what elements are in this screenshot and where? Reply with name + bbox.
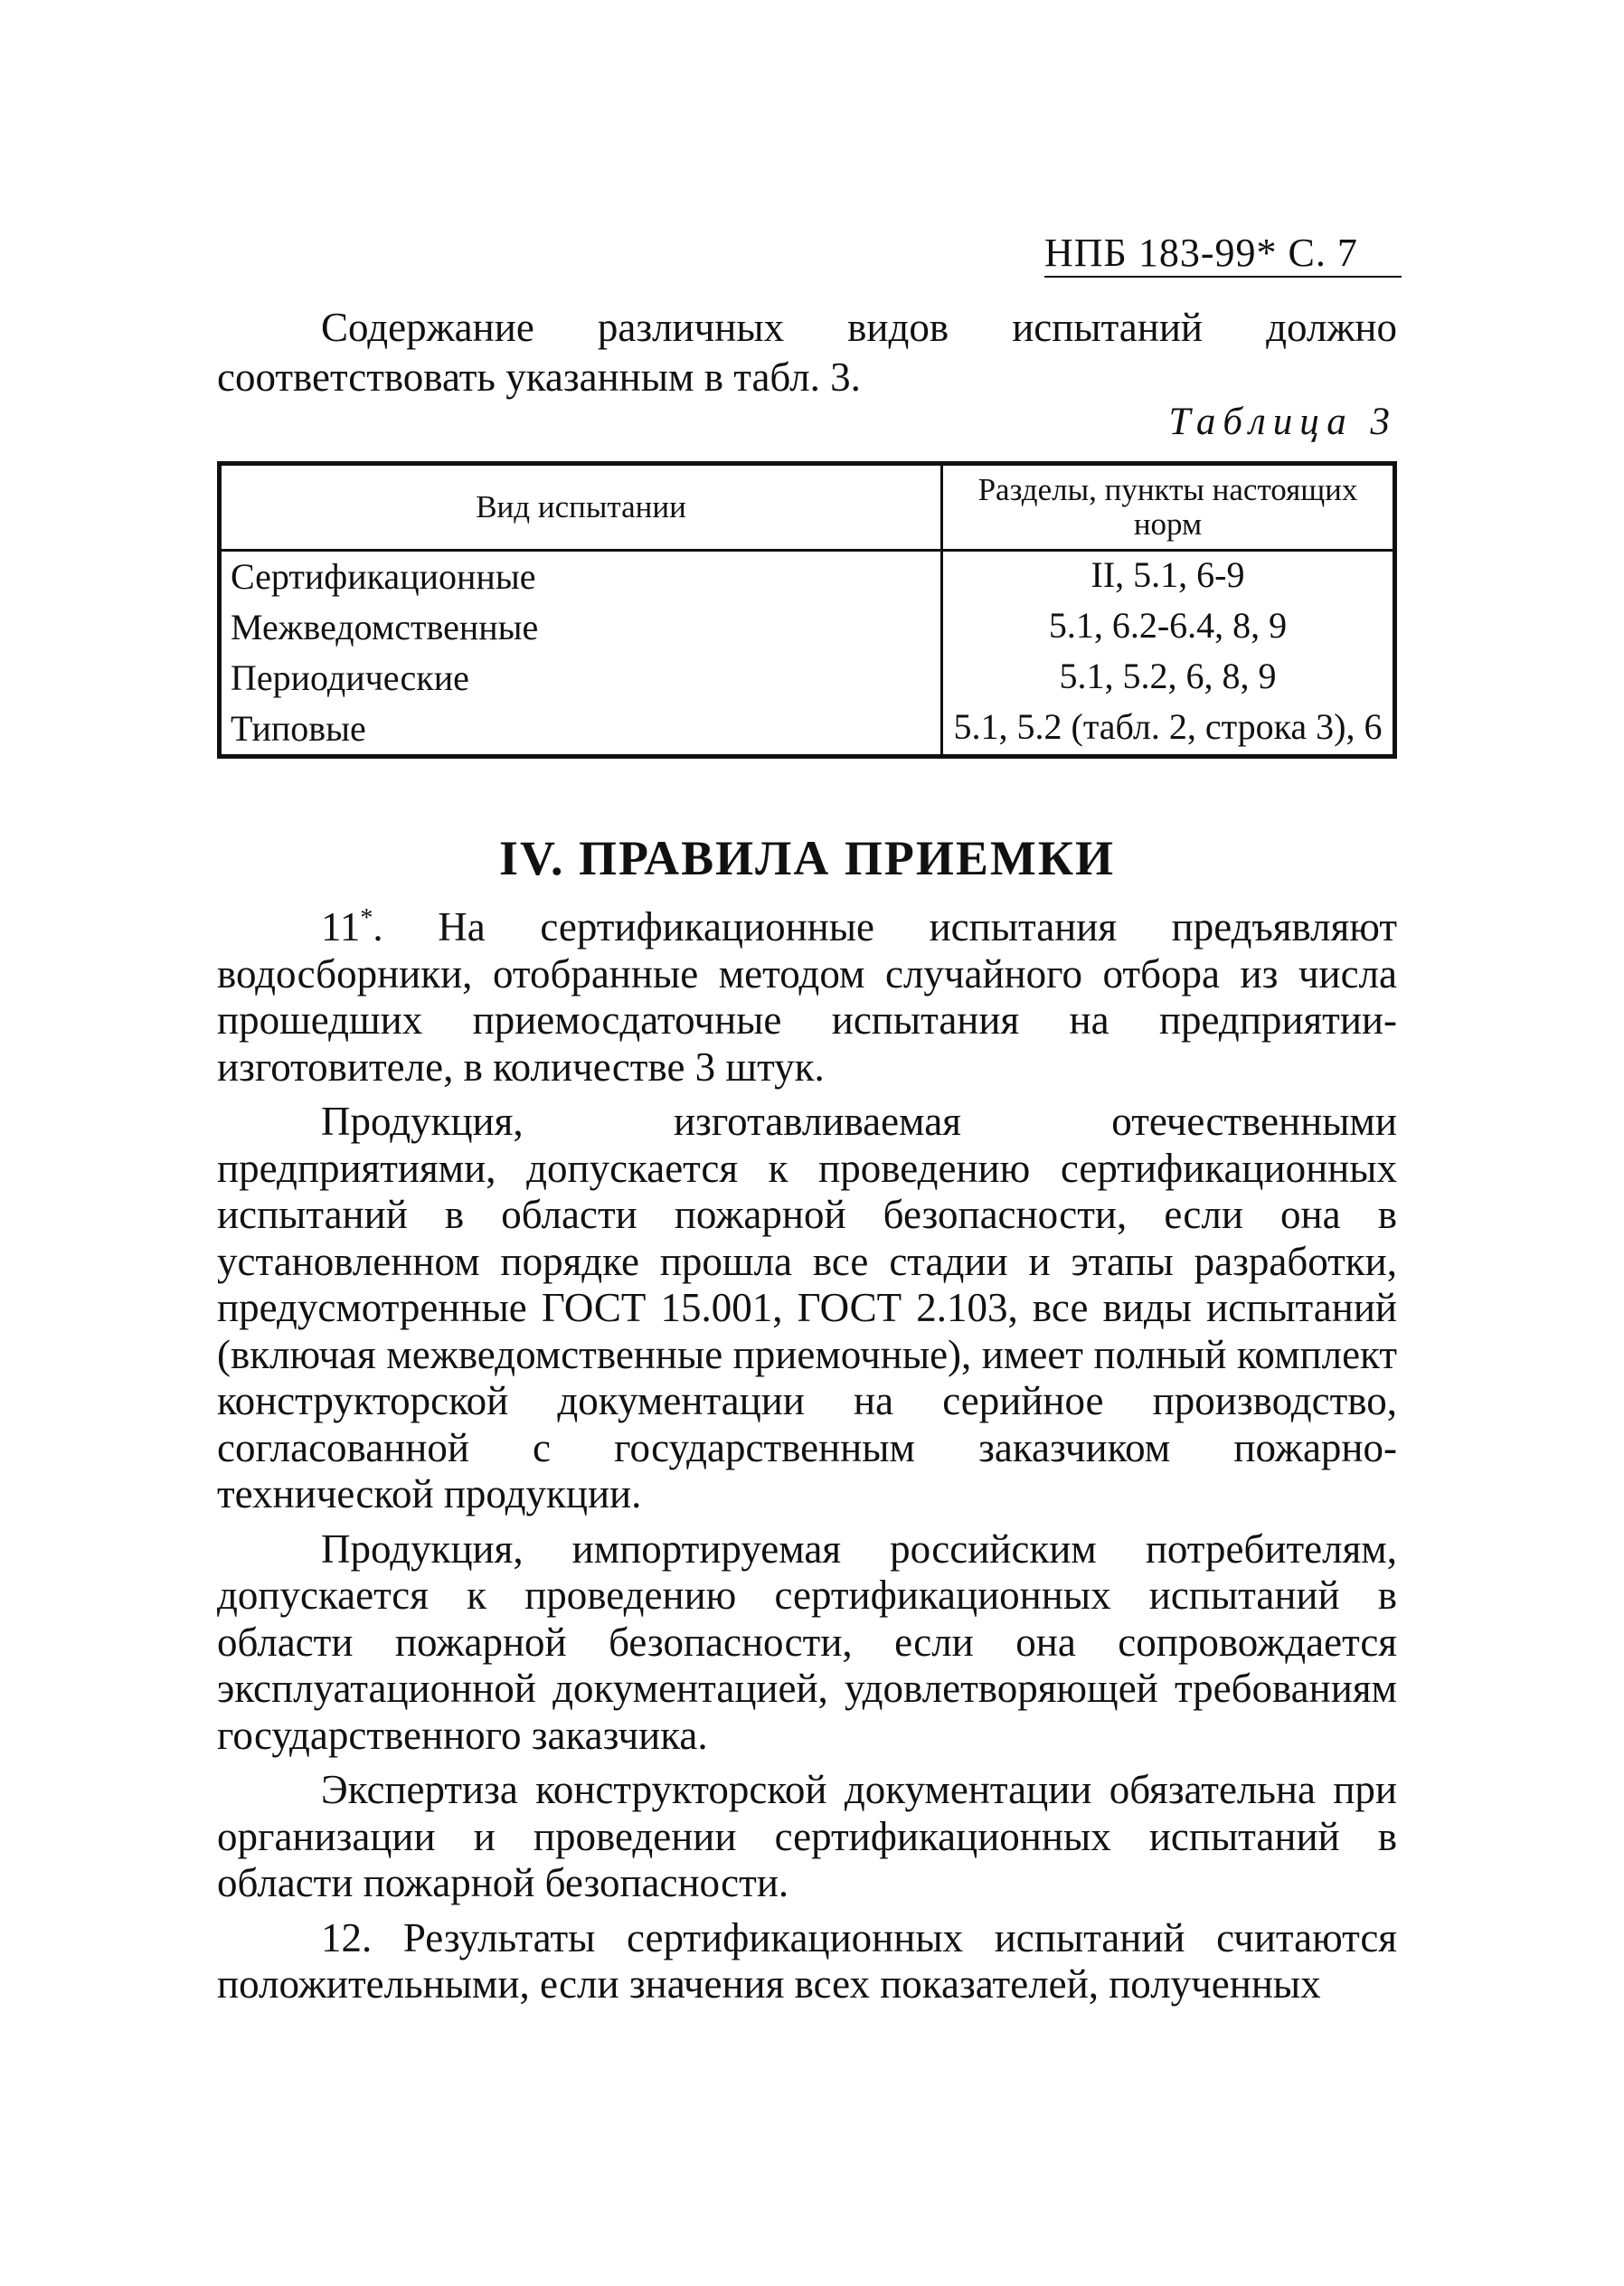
paragraph-domestic-products: Продукция, изготавливаемая отечественными предприятиями, допускается к проведению сертификационных испытаний в области пожарной безопасности, если она в установленном порядке прошла все стадии и этапы разработки, предусмотренные ГОСТ 15.001, ГОСТ 2.103, все виды испытаний (включая межведомственные приемочные), имеет полный комплект конструкторской документации на серийное производство, согласованной с государственным заказчиком пожарно-технической продукции. [217, 1099, 1397, 1516]
table-cell-sections: II, 5.1, 6-9 [1091, 554, 1245, 595]
table-cell-test-type: Межведомственные [220, 602, 942, 653]
tests-table [217, 461, 1397, 759]
table-cell-test-type: Сертификационные [220, 551, 942, 603]
paragraph-number: 11 [321, 904, 361, 949]
paragraph-11 [217, 904, 1397, 1091]
paragraph-expertise: Экспертиза конструкторской документации обязательна при организации и проведении сертификационных испытаний в области пожарной безопасности. [217, 1767, 1397, 1905]
table-header-sections: Разделы, пункты настоящих норм [942, 464, 1395, 551]
paragraph-text: . На сертификационные испытания предъявляют водосборники, отобранные методом случайного отбора из числа прошедших приемосдаточные испытания на предприятии-изготовителе, в количестве 3 штук. [217, 904, 1397, 1090]
section-title: IV. ПРАВИЛА ПРИЕМКИ [498, 831, 1116, 885]
paragraph-imported-products: Продукция, импортируемая российским потребителям, допускается к проведению сертификационных испытаний в области пожарной безопасности, если она сопровождается эксплуатационной документацией, удовлетворяющей требованиям государственного заказчика. [217, 1526, 1397, 1758]
table-cell-sections: 5.1, 5.2 (табл. 2, строка 3), 6 [953, 706, 1383, 747]
paragraph-12: 12. Результаты сертификационных испытаний считаются положительными, если значения всех показателей, полученных [217, 1914, 1397, 2007]
table-cell-test-type: Типовые [220, 704, 942, 757]
table-caption: Таблица 3 [1168, 401, 1397, 443]
table-cell-sections: 5.1, 5.2, 6, 8, 9 [1059, 656, 1277, 696]
table-row [220, 602, 1395, 653]
table-row [220, 551, 1395, 603]
table-cell-test-type: Периодические [220, 653, 942, 704]
table-header-row [220, 464, 1395, 551]
body-text [217, 904, 1397, 2017]
table-header-test-type: Вид испытании [220, 464, 942, 551]
intro-paragraph: Содержание различных видов испытаний должно соответствовать указанным в табл. 3. [217, 305, 1397, 400]
table-cell-sections: 5.1, 6.2-6.4, 8, 9 [1048, 605, 1288, 646]
asterisk-mark: * [360, 904, 373, 932]
table-row [220, 653, 1395, 704]
page-header: НПБ 183-99* С. 7 [1044, 231, 1402, 278]
table-row [220, 704, 1395, 757]
